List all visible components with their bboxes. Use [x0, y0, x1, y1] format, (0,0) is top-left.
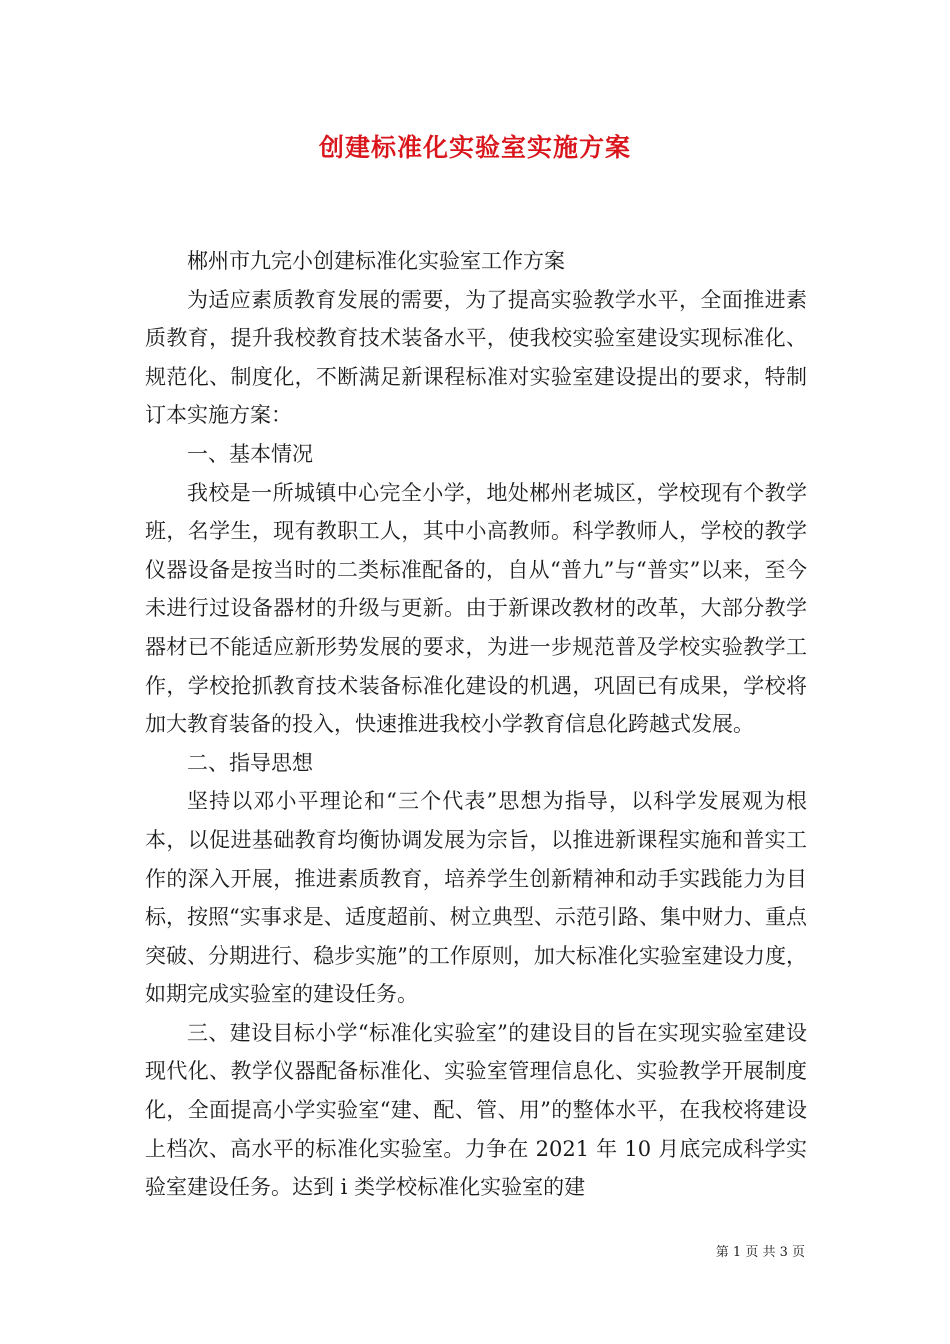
section-heading-guiding-ideology: 二、指导思想: [187, 750, 313, 775]
section-heading-basic-situation: 一、基本情况: [187, 441, 313, 466]
paragraph-intro: 为适应素质教育发展的需要，为了提高实验教学水平，全面推进素质教育，提升我校教育技术装备水平，使我校实验室建设实现标准化、规范化、制度化，不断满足新课程标准对实验室建设提出的要求，特制订本实施方案：: [145, 287, 807, 428]
page-number-footer: 第 1 页 共 3 页: [715, 1245, 805, 1260]
document-body: [145, 242, 807, 1207]
paragraph-subtitle: 郴州市九完小创建标准化实验室工作方案: [187, 249, 565, 273]
paragraph-basic-situation: 我校是一所城镇中心完全小学，地处郴州老城区，学校现有个教学班，名学生，现有教职工人，其中小高教师。科学教师人，学校的教学仪器设备是按当时的二类标准配备的，自从“普九”与“普实”以来，至今未进行过设备器材的升级与更新。由于新课改教材的改革，大部分教学器材已不能适应新形势发展的要求，为进一步规范普及学校实验教学工作，学校抢抓教育技术装备标准化建设的机遇，巩固已有成果，学校将加大教育装备的投入，快速推进我校小学教育信息化跨越式发展。: [145, 480, 807, 737]
paragraph-construction-goals: 三、建设目标小学“标准化实验室”的建设目的旨在实现实验室建设现代化、教学仪器配备标准化、实验室管理信息化、实验教学开展制度化，全面提高小学实验室“建、配、管、用”的整体水平，在我校将建设上档次、高水平的标准化实验室。力争在 2021 年 10 月底完成科学实验室建设任务。达到 i 类学校标准化实验室的建: [145, 1020, 807, 1200]
document-title: 创建标准化实验室实施方案: [318, 133, 631, 162]
paragraph-guiding-ideology: 坚持以邓小平理论和“三个代表”思想为指导，以科学发展观为根本，以促进基础教育均衡协调发展为宗旨，以推进新课程实施和普实工作的深入开展，推进素质教育，培养学生创新精神和动手实践能力为目标，按照“实事求是、适度超前、树立典型、示范引路、集中财力、重点突破、分期进行、稳步实施”的工作原则，加大标准化实验室建设力度，如期完成实验室的建设任务。: [145, 789, 807, 1007]
